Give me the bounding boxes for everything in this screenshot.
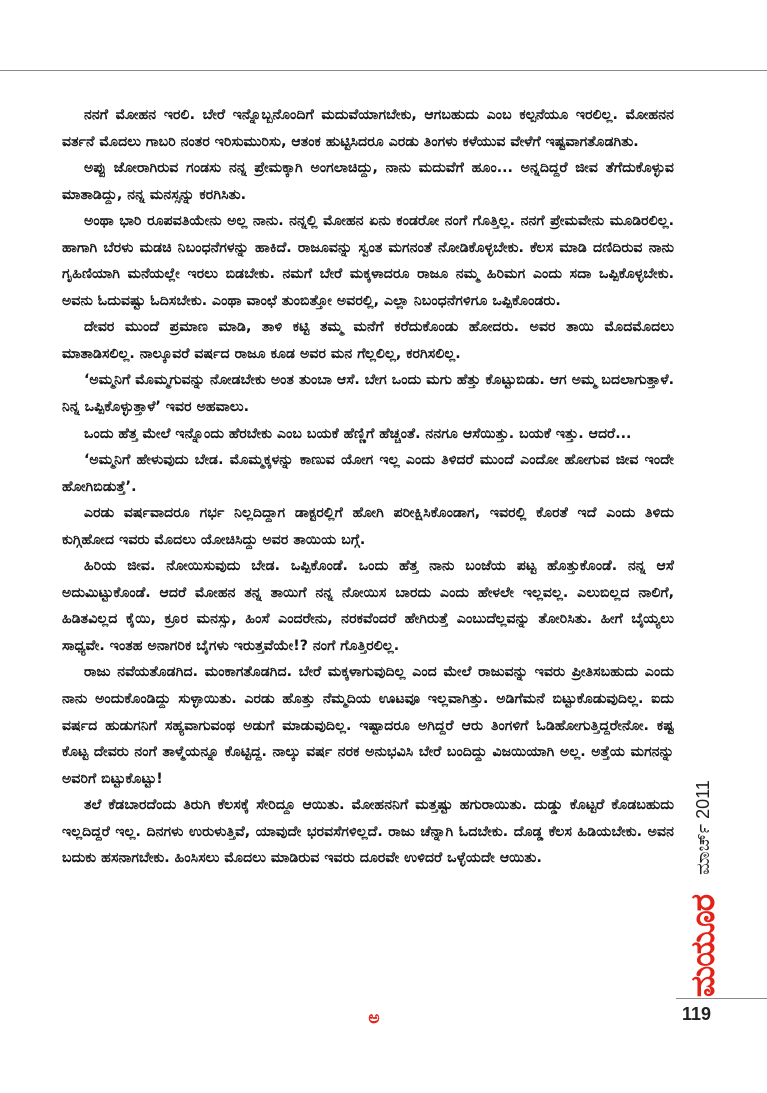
magazine-masthead — [683, 894, 723, 998]
masthead-text: ಮಯೂರ — [683, 894, 722, 998]
issue-date — [690, 768, 716, 886]
sidebar-rule — [676, 998, 767, 999]
paragraph: ನನಗೆ ಮೋಹನ ಇರಲಿ. ಬೇರೆ ಇನ್ನೊಬ್ಬನೊಂದಿಗೆ ಮದುವೆಯಾಗಬೇಕು, ಆಗಬಹುದು ಎಂಬ ಕಲ್ಪನೆಯೂ ಇರಲಿಲ್ಲ. ಮೋಹನನ ವರ್ತನೆ ಮೊದಲು ಗಾಬರಿ ನಂತರ ಇರಿಸುಮುರಿಸು, ಆತಂಕ ಹುಟ್ಟಿಸಿದರೂ ಎರಡು ತಿಂಗಳು ಕಳೆಯುವ ವೇಳೆಗೆ ಇಷ್ಟವಾಗತೊಡಗಿತು. — [62, 107, 674, 150]
paragraph: ಎರಡು ವರ್ಷವಾದರೂ ಗರ್ಭ ನಿಲ್ಲದಿದ್ದಾಗ ಡಾಕ್ಟರಲ್ಲಿಗೆ ಹೋಗಿ ಪರೀಕ್ಷಿಸಿಕೊಂಡಾಗ, ಇವರಲ್ಲಿ ಕೊರತೆ ಇದೆ ಎಂದು ತಿಳಿದು ಕುಗ್ಗಿಹೋದ ಇವರು ಮೊದಲು ಯೋಚಿಸಿದ್ದು ಅವರ ತಾಯಿಯ ಬಗ್ಗೆ. — [62, 505, 674, 548]
issue-date-text: ಮಾರ್ಚ್ 2011 — [692, 779, 713, 875]
paragraph: ‘ಅಮ್ಮನಿಗೆ ಮೊಮ್ಮಗುವನ್ನು ನೋಡಬೇಕು ಅಂತ ತುಂಬಾ ಆಸೆ. ಬೇಗ ಒಂದು ಮಗು ಹೆತ್ತು ಕೊಟ್ಟುಬಿಡು. ಆಗ ಅಮ್ಮ ಬದಲಾಗುತ್ತಾಳೆ. ನಿನ್ನ ಒಪ್ಪಿಕೊಳ್ಳುತ್ತಾಳೆ’ ಇವರ ಅಹವಾಲು. — [62, 372, 674, 416]
paragraph: ‘ಅಮ್ಮನಿಗೆ ಹೇಳುವುದು ಬೇಡ. ಮೊಮ್ಮಕ್ಕಳನ್ನು ಕಾಣುವ ಯೋಗ ಇಲ್ಲ ಎಂದು ತಿಳಿದರೆ ಮುಂದೆ ಎಂದೋ ಹೋಗುವ ಜೀವ ಇಂದೇ ಹೋಗಿಬಿಡುತ್ತೆ’. — [62, 452, 674, 495]
paragraph: ಅಂಥಾ ಭಾರಿ ರೂಪವತಿಯೇನು ಅಲ್ಲ ನಾನು. ನನ್ನಲ್ಲಿ ಮೋಹನ ಏನು ಕಂಡರೋ ನಂಗೆ ಗೊತ್ತಿಲ್ಲ. ನನಗೆ ಪ್ರೇಮವೇನು ಮೂಡಿರಲಿಲ್ಲ. ಹಾಗಾಗಿ ಬೆರಳು ಮಡಚಿ ನಿಬಂಧನೆಗಳನ್ನು ಹಾಕಿದೆ. ರಾಜೂವನ್ನು ಸ್ವಂತ ಮಗನಂತೆ ನೋಡಿಕೊಳ್ಳಬೇಕು. ಕೆಲಸ ಮಾಡಿ ದಣಿದಿರುವ ನಾನು ಗೃಹಿಣಿಯಾಗಿ ಮನೆಯಲ್ಲೇ ಇರಲು ಬಿಡಬೇಕು. ನಮಗೆ ಬೇರೆ ಮಕ್ಕಳಾದರೂ ರಾಜೂ ನಮ್ಮ ಹಿರಿಮಗ ಎಂದು ಸದಾ ಒಪ್ಪಿಕೊಳ್ಳಬೇಕು. ಅವನು ಓದುವಷ್ಟು ಓದಿಸಬೇಕು. ಎಂಥಾ ವಾಂಛೆ ತುಂಬಿತ್ತೋ ಅವರಲ್ಲಿ, ಎಲ್ಲಾ ನಿಬಂಧನೆಗಳಿಗೂ ಒಪ್ಪಿಕೊಂಡರು. — [62, 213, 674, 309]
paragraph: ಅಪ್ಪು ಜೋರಾಗಿರುವ ಗಂಡಸು ನನ್ನ ಪ್ರೇಮಕ್ಕಾಗಿ ಅಂಗಲಾಚಿದ್ದು, ನಾನು ಮದುವೆಗೆ ಹೂಂ... ಅನ್ನದಿದ್ದರೆ ಜೀವ ತೆಗೆದುಕೊಳ್ಳುವ ಮಾತಾಡಿದ್ದು, ನನ್ನ ಮನಸ್ಸನ್ನು ಕರಗಿಸಿತು. — [62, 160, 674, 203]
page-number: 119 — [682, 1004, 712, 1024]
paragraph: ತಲೆ ಕೆಡಬಾರದೆಂದು ತಿರುಗಿ ಕೆಲಸಕ್ಕೆ ಸೇರಿದ್ದೂ ಆಯಿತು. ಮೋಹನನಿಗೆ ಮತ್ತಷ್ಟು ಹಗುರಾಯಿತು. ದುಡ್ಡು ಕೊಟ್ಟರೆ ಕೊಡಬಹುದು ಇಲ್ಲದಿದ್ದರೆ ಇಲ್ಲ. ದಿನಗಳು ಉರುಳುತ್ತಿವೆ, ಯಾವುದೇ ಭರವಸೆಗಳಿಲ್ಲದೆ. ರಾಜು ಚೆನ್ನಾಗಿ ಓದಬೇಕು. ದೊಡ್ಡ ಕೆಲಸ ಹಿಡಿಯಬೇಕು. ಅವನ ಬದುಕು ಹಸನಾಗಬೇಕು. ಹಿಂಸಿಸಲು ಮೊದಲು ಮಾಡಿರುವ ಇವರು ದೂರವೇ ಉಳಿದರೆ ಒಳ್ಳೆಯದೇ ಆಯಿತು. — [62, 797, 674, 867]
folio-ornament: ಅ — [368, 1008, 380, 1028]
paragraph: ಹಿರಿಯ ಜೀವ. ನೋಯಿಸುವುದು ಬೇಡ. ಒಪ್ಪಿಕೊಂಡೆ. ಒಂದು ಹೆತ್ತ ನಾನು ಬಂಜೆಯ ಪಟ್ಟ ಹೊತ್ತುಕೊಂಡೆ. ನನ್ನ ಆಸೆ ಅದುಮಿಟ್ಟುಕೊಂಡೆ. ಆದರೆ ಮೋಹನ ತನ್ನ ತಾಯಿಗೆ ನನ್ನ ನೋಯಿಸ ಬಾರದು ಎಂದು ಹೇಳಲೇ ಇಲ್ಲವಲ್ಲ. ಎಲುಬಿಲ್ಲದ ನಾಲಿಗೆ, ಹಿಡಿತವಿಲ್ಲದ ಕೈಯಿ, ಕ್ರೂರ ಮನಸ್ಸು, ಹಿಂಸೆ ಎಂದರೇನು, ನರಕವೆಂದರೆ ಹೇಗಿರುತ್ತೆ ಎಂಬುದೆಲ್ಲವನ್ನು ತೋರಿಸಿತು. ಹೀಗೆ ಬೈಯ್ಯಲು ಸಾಧ್ಯವೇ. ಇಂತಹ ಅನಾಗರಿಕ ಬೈಗಳು ಇರುತ್ತವೆಯೇ!? ನಂಗೆ ಗೊತ್ತಿರಲಿಲ್ಲ. — [62, 558, 674, 654]
article-body — [62, 102, 674, 872]
top-rule — [0, 70, 767, 71]
paragraph: ಒಂದು ಹೆತ್ತ ಮೇಲೆ ಇನ್ನೊಂದು ಹೆರಬೇಕು ಎಂಬ ಬಯಕೆ ಹೆಣ್ಣಿಗೆ ಹೆಚ್ಚಂತೆ. ನನಗೂ ಆಸೆಯಿತ್ತು. ಬಯಕೆ ಇತ್ತು. ಆದರೆ... — [84, 425, 632, 442]
paragraph: ರಾಜು ನವೆಯತೊಡಗಿದ. ಮಂಕಾಗತೊಡಗಿದ. ಬೇರೆ ಮಕ್ಕಳಾಗುವುದಿಲ್ಲ ಎಂದ ಮೇಲೆ ರಾಜುವನ್ನು ಇವರು ಪ್ರೀತಿಸಬಹುದು ಎಂದು ನಾನು ಅಂದುಕೊಂಡಿದ್ದು ಸುಳ್ಳಾಯಿತು. ಎರಡು ಹೊತ್ತು ನೆಮ್ಮದಿಯ ಊಟವೂ ಇಲ್ಲವಾಗಿತ್ತು. ಅಡಿಗೆಮನೆ ಬಿಟ್ಟುಕೊಡುವುದಿಲ್ಲ. ಐದು ವರ್ಷದ ಹುಡುಗನಿಗೆ ಸಹ್ಯವಾಗುವಂಥ ಅಡುಗೆ ಮಾಡುವುದಿಲ್ಲ. ಇಷ್ಟಾದರೂ ಅಗಿದ್ದರೆ ಆರು ತಿಂಗಳಿಗೆ ಓಡಿಹೋಗುತ್ತಿದ್ದರೇನೋ. ಕಷ್ಟ ಕೊಟ್ಟ ದೇವರು ನಂಗೆ ತಾಳ್ಮೆಯನ್ನೂ ಕೊಟ್ಟಿದ್ದ. ನಾಲ್ಕು ವರ್ಷ ನರಕ ಅನುಭವಿಸಿ ಬೇರೆ ಬಂದಿದ್ದು ವಿಜಯಿಯಾಗಿ ಅಲ್ಲ. ಅತ್ತೆಯ ಮಗನನ್ನು ಅವರಿಗೆ ಬಿಟ್ಟುಕೊಟ್ಟು! — [62, 664, 674, 787]
paragraph: ದೇವರ ಮುಂದೆ ಪ್ರಮಾಣ ಮಾಡಿ, ತಾಳಿ ಕಟ್ಟಿ ತಮ್ಮ ಮನೆಗೆ ಕರೆದುಕೊಂಡು ಹೋದರು. ಅವರ ತಾಯಿ ಮೊದಮೊದಲು ಮಾತಾಡಿಸಲಿಲ್ಲ. ನಾಲ್ಕೂವರೆ ವರ್ಷದ ರಾಜೂ ಕೂಡ ಅವರ ಮನ ಗೆಲ್ಲಲಿಲ್ಲ, ಕರಗಿಸಲಿಲ್ಲ. — [62, 319, 674, 362]
